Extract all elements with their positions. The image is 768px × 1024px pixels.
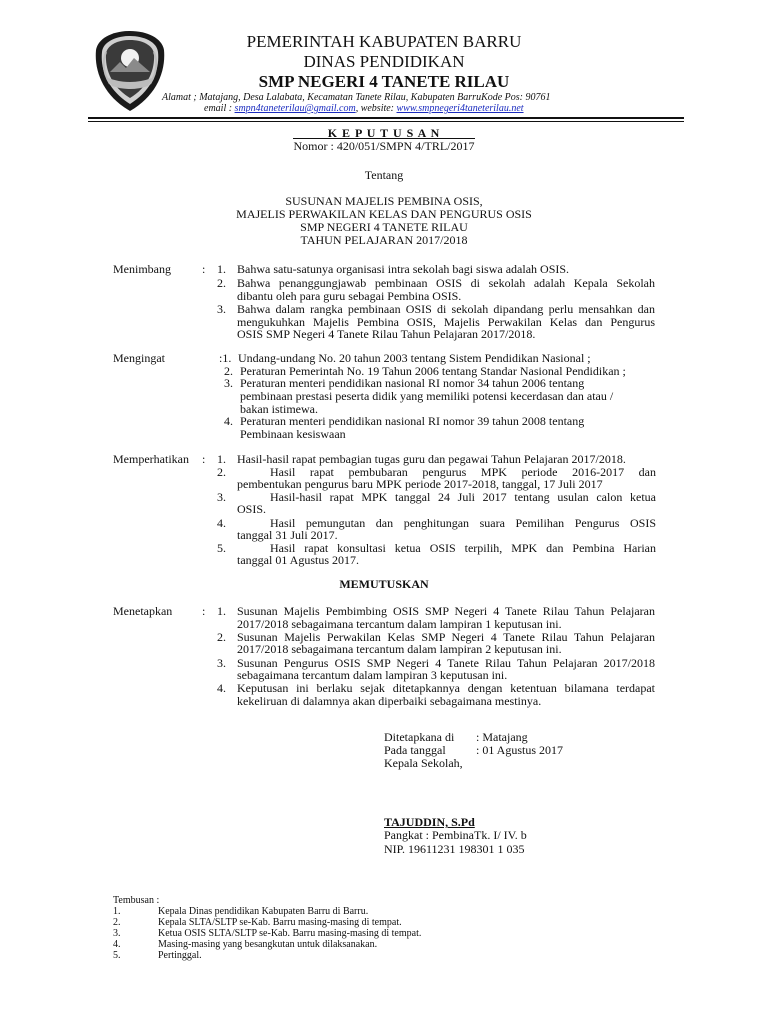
letterhead-contact (204, 103, 524, 115)
item-number: 2. (217, 630, 226, 644)
section-label-memperhatikan: Memperhatikan (113, 452, 189, 466)
menimbang-item-3-line-3: OSIS SMP Negeri 4 Tanete Rilau Tahun Pelajaran 2017/2018. (237, 327, 536, 341)
menetapkan-item-3-line-1: Susunan Pengurus OSIS SMP Negeri 4 Tanete Rilau Tahun Pelajaran 2017/2018 (237, 656, 655, 670)
section-label-menimbang: Menimbang (113, 262, 171, 276)
ditetapkan-label: Ditetapkana di (384, 730, 455, 744)
item-number: 4. (217, 516, 226, 530)
memperhatikan-item-1: Hasil-hasil rapat pembagian tugas guru dan pegawai Tahun Pelajaran 2017/2018. (237, 452, 626, 466)
memperhatikan-item-4-line-2: tanggal 31 Juli 2017. (237, 528, 338, 542)
website-label: , website: (355, 103, 397, 114)
menimbang-item-2-line-1: Bahwa penanggungjawab pembinaan OSIS di sekolah adalah Kepala Sekolah (237, 276, 655, 290)
letterhead-address: Alamat ; Matajang, Desa Lalabata, Kecamatan Tanete Rilau, Kabupaten BarruKode Pos: 90761 (162, 92, 551, 103)
ditetapkan-value: : Matajang (476, 730, 528, 744)
letterhead-line3: SMP NEGERI 4 TANETE RILAU (258, 72, 510, 91)
item-number: 4. (224, 414, 233, 428)
letterhead-divider (88, 117, 684, 122)
section-colon: : (202, 452, 206, 466)
menetapkan-item-2-line-1: Susunan Majelis Perwakilan Kelas SMP Negeri 4 Tanete Rilau Tahun Pelajaran (237, 630, 655, 644)
signatory-name: TAJUDDIN, S.Pd (384, 815, 475, 829)
menimbang-item-3-line-1: Bahwa dalam rangka pembinaan OSIS di sekolah dipandang perlu mensahkan dan (237, 302, 655, 316)
signatory-position: Kepala Sekolah, (384, 756, 463, 770)
email-label: email : (204, 103, 235, 114)
doc-title-keputusan: K E P U T U S A N (327, 126, 441, 140)
menetapkan-item-1-line-2: 2017/2018 sebagaimana tercantum dalam lampiran 1 keputusan ini. (237, 617, 562, 631)
memutuskan-heading: MEMUTUSKAN (339, 577, 429, 591)
mengingat-item-4-line-1: Peraturan menteri pendidikan nasional RI nomor 39 tahun 2008 tentang (240, 414, 585, 428)
doc-subject-3: SMP NEGERI 4 TANETE RILAU (300, 220, 468, 234)
doc-nomor-text: Nomor : 420/051/SMPN 4/TRL/2017 (293, 139, 475, 153)
letterhead-line2: DINAS PENDIDIKAN (303, 52, 465, 71)
tembusan-item-number: 3. (113, 928, 121, 939)
doc-subject-4: TAHUN PELAJARAN 2017/2018 (300, 233, 468, 247)
item-number: 1. (217, 452, 226, 466)
section-label-mengingat: Mengingat (113, 351, 165, 365)
tanggal-value: : 01 Agustus 2017 (476, 743, 564, 757)
memperhatikan-item-2-line-2: pembentukan pengurus baru MPK periode 2017-2018, tanggal, 17 Juli 2017 (237, 477, 603, 491)
section-label-menetapkan: Menetapkan (113, 604, 173, 618)
doc-nomor (0, 139, 768, 153)
tembusan-item-text: Ketua OSIS SLTA/SLTP se-Kab. Barru masing-masing di tempat. (158, 928, 422, 939)
tembusan-label: Tembusan : (113, 895, 160, 906)
tembusan-item-number: 4. (113, 939, 121, 950)
item-number: 2. (217, 276, 226, 290)
website-link[interactable]: www.smpnegeri4taneterilau.net (396, 103, 524, 114)
email-link[interactable]: smpn4taneterilau@gmail.com (234, 103, 356, 114)
menetapkan-item-3-line-2: sebagaimana tercantum dalam lampiran 3 keputusan ini. (237, 668, 508, 682)
mengingat-item-1: Undang-undang No. 20 tahun 2003 tentang Sistem Pendidikan Nasional ; (238, 351, 591, 365)
tanggal-label: Pada tanggal (384, 743, 446, 757)
memperhatikan-item-5-line-1: Hasil rapat konsultasi ketua OSIS terpilih, MPK dan Pembina Harian (270, 541, 656, 555)
mengingat-item-3-line-3: bakan istimewa. (240, 402, 318, 416)
item-number: 5. (217, 541, 226, 555)
section-colon: : (202, 604, 206, 618)
memperhatikan-item-3-line-1: Hasil-hasil rapat MPK tanggal 24 Juli 2017 tentang usulan calon ketua (270, 490, 656, 504)
mengingat-item-4-line-2: Pembinaan kesiswaan (240, 427, 346, 441)
menetapkan-item-1-line-1: Susunan Majelis Pembimbing OSIS SMP Negeri 4 Tanete Rilau Tahun Pelajaran (237, 604, 655, 618)
tembusan-item-text: Pertinggal. (158, 950, 202, 961)
mengingat-item-3-line-1: Peraturan menteri pendidikan nasional RI nomor 34 tahun 2006 tentang (240, 376, 585, 390)
menetapkan-item-2-line-2: 2017/2018 sebagaimana tercantum dalam lampiran 2 keputusan ini. (237, 642, 562, 656)
tembusan-item-number: 2. (113, 917, 121, 928)
doc-subject-1: SUSUNAN MAJELIS PEMBINA OSIS, (285, 194, 483, 208)
item-number: 4. (217, 681, 226, 695)
menetapkan-item-4-line-2: kekeliruan di dalamnya akan diperbaiki sebagaimana mestinya. (237, 694, 542, 708)
item-number: 1. (217, 604, 226, 618)
item-number: :1. (219, 351, 232, 365)
item-number: 3. (217, 490, 226, 504)
signatory-nip: NIP. 19611231 198301 1 035 (384, 842, 525, 856)
tembusan-item-number: 5. (113, 950, 121, 961)
item-number: 2. (224, 364, 233, 378)
doc-tentang: Tentang (364, 168, 404, 182)
memperhatikan-item-5-line-2: tanggal 01 Agustus 2017. (237, 553, 359, 567)
memperhatikan-item-2-line-1: Hasil rapat pembubaran pengurus MPK periode 2016-2017 dan (270, 465, 656, 479)
tembusan-item-text: Masing-masing yang besangkutan untuk dilaksanakan. (158, 939, 378, 950)
tembusan-item-text: Kepala SLTA/SLTP se-Kab. Barru masing-masing di tempat. (158, 917, 402, 928)
section-colon: : (202, 262, 206, 276)
menimbang-item-3-line-2: mengukuhkan Majelis Pembina OSIS, Majelis Perwakilan Kelas dan Pengurus (237, 315, 655, 329)
item-number: 1. (217, 262, 226, 276)
doc-subject-2: MAJELIS PERWAKILAN KELAS DAN PENGURUS OSIS (236, 207, 532, 221)
item-number: 2. (217, 465, 226, 479)
menetapkan-item-4-line-1: Keputusan ini berlaku sejak ditetapkannya dengan ketentuan bilamana terdapat (237, 681, 655, 695)
tembusan-item-text: Kepala Dinas pendidikan Kabupaten Barru di Barru. (158, 906, 369, 917)
item-number: 3. (217, 656, 226, 670)
signatory-rank: Pangkat : PembinaTk. I/ IV. b (384, 828, 527, 842)
mengingat-item-3-line-2: pembinaan prestasi peserta didik yang memiliki potensi kecerdasan dan atau / (240, 389, 614, 403)
mengingat-item-2: Peraturan Pemerintah No. 19 Tahun 2006 tentang Standar Nasional Pendidikan ; (240, 364, 626, 378)
menimbang-item-2-line-2: dibantu oleh para guru sebagai Pembina OSIS. (237, 289, 462, 303)
memperhatikan-item-4-line-1: Hasil pemungutan dan penghitungan suara Pemilihan Pengurus OSIS (270, 516, 656, 530)
menimbang-item-1: Bahwa satu-satunya organisasi intra sekolah bagi siswa adalah OSIS. (237, 262, 570, 276)
item-number: 3. (224, 376, 233, 390)
memperhatikan-item-3-line-2: OSIS. (237, 502, 267, 516)
tembusan-item-number: 1. (113, 906, 121, 917)
item-number: 3. (217, 302, 226, 316)
letterhead-line1: PEMERINTAH KABUPATEN BARRU (246, 32, 522, 51)
